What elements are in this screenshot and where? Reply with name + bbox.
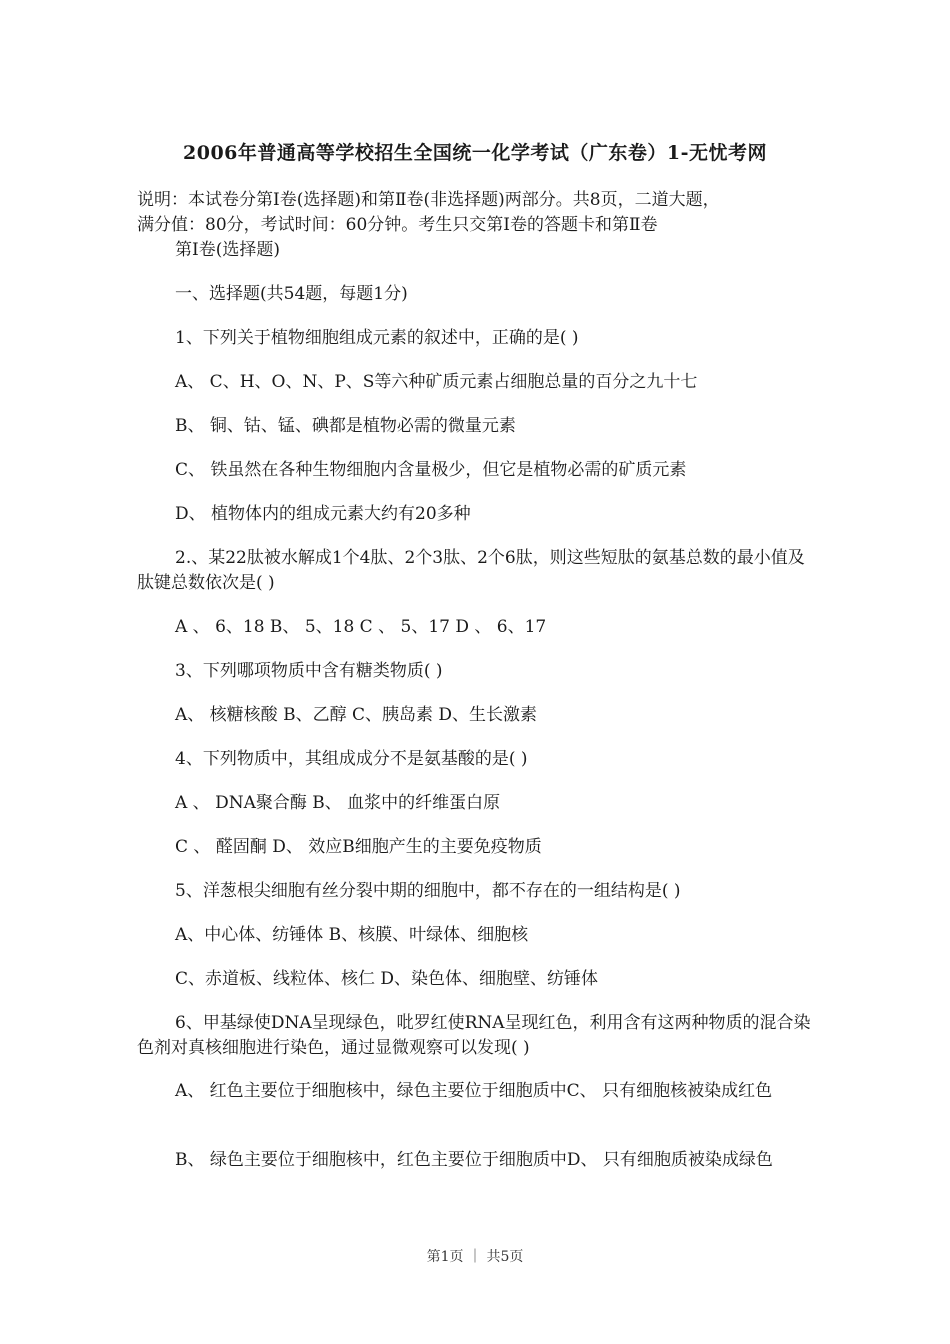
question-1-option-d: D、 植物体内的组成元素大约有20多种	[175, 504, 471, 524]
question-3-stem: 3、下列哪项物质中含有糖类物质( )	[175, 661, 443, 681]
question-2-options: A 、 6、18 B、 5、18 C 、 5、17 D 、 6、17	[175, 617, 547, 637]
section-heading: 一、选择题(共54题，每题1分)	[175, 284, 408, 304]
question-1-option-a: A、 C、H、O、N、P、S等六种矿质元素占细胞总量的百分之九十七	[175, 372, 698, 392]
question-3-options: A、 核糖核酸 B、乙醇 C、胰岛素 D、生长激素	[175, 705, 538, 725]
question-1-stem: 1、下列关于植物细胞组成元素的叙述中，正确的是( )	[175, 328, 579, 348]
question-4-options-ab: A 、 DNA聚合酶 B、 血浆中的纤维蛋白原	[175, 793, 501, 813]
question-4-options-cd: C 、 醛固酮 D、 效应B细胞产生的主要免疫物质	[175, 837, 542, 857]
page-footer: 第1页 ｜ 共5页	[426, 1249, 524, 1265]
question-5-stem: 5、洋葱根尖细胞有丝分裂中期的细胞中，都不存在的一组结构是( )	[175, 881, 681, 901]
question-2-stem: 2.、某22肽被水解成1个4肽、2个3肽、2个6肽，则这些短肽的氨基总数的最小值及肽键总数依次是( )	[137, 548, 805, 593]
question-4-stem: 4、下列物质中，其组成成分不是氨基酸的是( )	[175, 749, 528, 769]
question-6-options-ac: A、 红色主要位于细胞核中，绿色主要位于细胞质中C、 只有细胞核被染成红色	[175, 1081, 773, 1101]
question-1-option-c: C、 铁虽然在各种生物细胞内含量极少，但它是植物必需的矿质元素	[175, 460, 687, 480]
question-5-options-cd: C、赤道板、线粒体、核仁 D、染色体、细胞壁、纺锤体	[175, 969, 599, 989]
question-1-option-b: B、 铜、钴、锰、碘都是植物必需的微量元素	[175, 416, 516, 436]
question-6-options-bd: B、 绿色主要位于细胞核中，红色主要位于细胞质中D、 只有细胞质被染成绿色	[175, 1150, 773, 1170]
part-heading: 第Ⅰ卷(选择题)	[175, 240, 280, 260]
document-title: 2006年普通高等学校招生全国统一化学考试（广东卷）1-无忧考网	[183, 142, 767, 164]
intro-line-1: 说明：本试卷分第Ⅰ卷(选择题)和第Ⅱ卷(非选择题)两部分。共8页，二道大题，	[137, 190, 720, 210]
question-5-options-ab: A、中心体、纺锤体 B、核膜、叶绿体、细胞核	[175, 925, 529, 945]
question-6-stem: 6、甲基绿使DNA呈现绿色，吡罗红使RNA呈现红色，利用含有这两种物质的混合染色剂对真核细胞进行染色，通过显微观察可以发现( )	[137, 1013, 811, 1058]
intro-line-2: 满分值：80分，考试时间：60分钟。考生只交第Ⅰ卷的答题卡和第Ⅱ卷	[137, 215, 658, 235]
